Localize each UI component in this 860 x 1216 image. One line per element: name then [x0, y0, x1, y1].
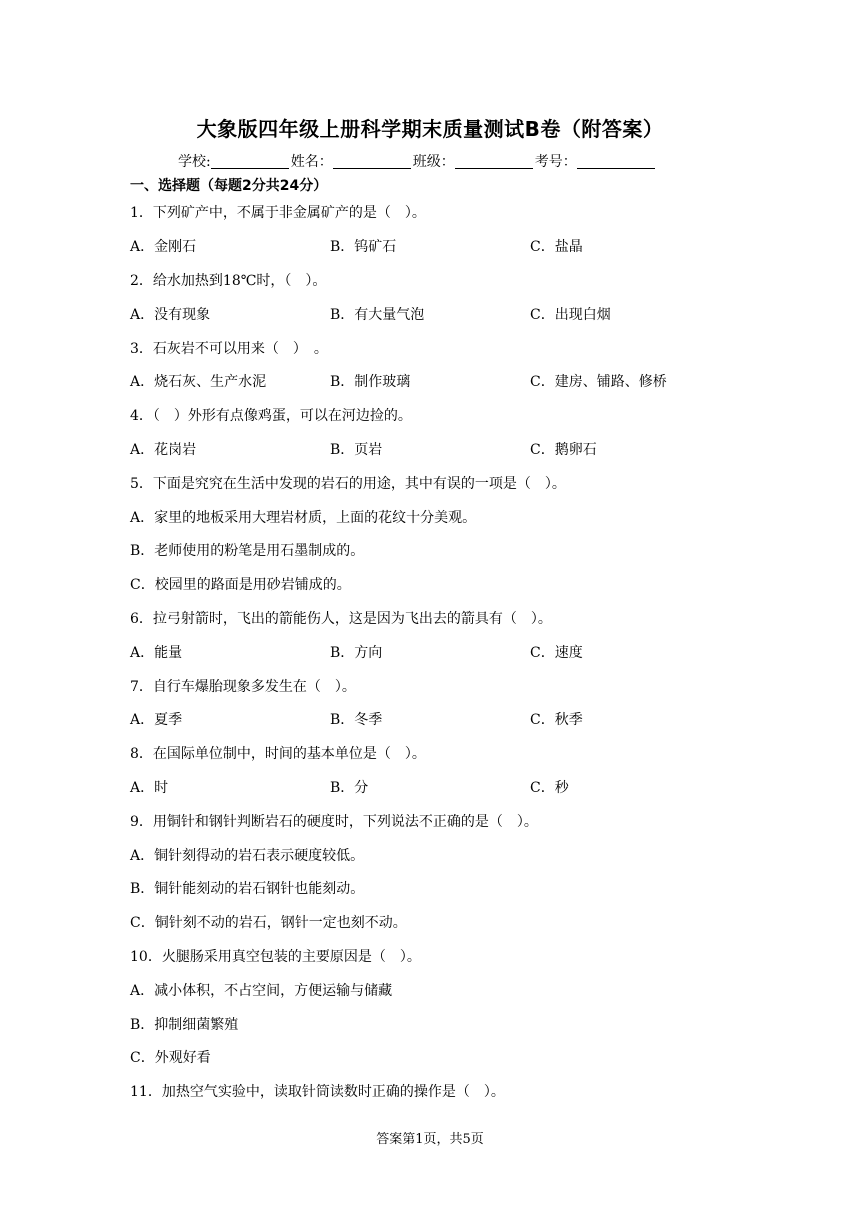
option-c: C．鹅卵石	[530, 442, 597, 458]
option-b: B．方向	[330, 645, 383, 661]
option-a: A．铜针刻得动的岩石表示硬度较低。	[130, 848, 365, 864]
option-b: B．老师使用的粉笔是用石墨制成的。	[130, 543, 365, 559]
option-a: A．减小体积，不占空间，方便运输与储藏	[130, 983, 393, 999]
option-a: A．金刚石	[130, 239, 197, 255]
name-label: 姓名：	[290, 154, 333, 170]
option-c: C．盐晶	[530, 239, 583, 255]
page-title: 大象版四年级上册科学期末质量测试B卷（附答案）	[196, 117, 664, 141]
option-b: B．冬季	[330, 712, 383, 728]
question-stem: 6．拉弓射箭时，飞出的箭能伤人，这是因为飞出去的箭具有（ ）。	[130, 611, 552, 627]
option-a: A．能量	[130, 645, 183, 661]
number-blank[interactable]	[577, 154, 655, 169]
option-b: B．有大量气泡	[330, 307, 425, 323]
option-a: A．家里的地板采用大理岩材质，上面的花纹十分美观。	[130, 510, 477, 526]
class-label: 班级：	[412, 154, 455, 170]
option-b: B．页岩	[330, 442, 383, 458]
option-b: B．钨矿石	[330, 239, 397, 255]
option-c: C．铜针刻不动的岩石，钢针一定也刻不动。	[130, 915, 407, 931]
question-stem: 10．火腿肠采用真空包装的主要原因是（ ）。	[130, 949, 421, 965]
option-c: C．秋季	[530, 712, 583, 728]
name-blank[interactable]	[333, 154, 411, 169]
number-label: 考号：	[534, 154, 577, 170]
question-stem: 5．下面是究究在生活中发现的岩石的用途，其中有误的一项是（ ）。	[130, 476, 566, 492]
question-stem: 8．在国际单位制中，时间的基本单位是（ ）。	[130, 746, 426, 762]
option-a: A．夏季	[130, 712, 183, 728]
option-b: B．抑制细菌繁殖	[130, 1017, 239, 1033]
option-c: C．外观好看	[130, 1050, 211, 1066]
school-label: 学校:	[178, 154, 211, 170]
question-stem: 1．下列矿产中，不属于非金属矿产的是（ ）。	[130, 205, 426, 221]
option-c: C．建房、铺路、修桥	[530, 374, 667, 390]
option-c: C．出现白烟	[530, 307, 611, 323]
option-a: A．没有现象	[130, 307, 211, 323]
question-stem: 4．（ ）外形有点像鸡蛋，可以在河边捡的。	[130, 408, 412, 424]
option-a: A．时	[130, 780, 169, 796]
option-c: C．校园里的路面是用砂岩铺成的。	[130, 577, 351, 593]
school-blank[interactable]	[211, 154, 289, 169]
question-stem: 3．石灰岩不可以用来（ ） 。	[130, 341, 328, 357]
class-blank[interactable]	[455, 154, 533, 169]
question-stem: 11．加热空气实验中，读取针筒读数时正确的操作是（ ）。	[130, 1084, 505, 1100]
option-a: A．花岗岩	[130, 442, 197, 458]
section-heading: 一、选择题（每题2分共24分）	[130, 178, 328, 194]
option-b: B．铜针能刻动的岩石钢针也能刻动。	[130, 881, 365, 897]
option-b: B．制作玻璃	[330, 374, 411, 390]
option-a: A．烧石灰、生产水泥	[130, 374, 267, 390]
option-c: C．秒	[530, 780, 569, 796]
question-stem: 2．给水加热到18℃时，（ ）。	[130, 273, 327, 289]
option-b: B．分	[330, 780, 369, 796]
student-info-line	[178, 151, 657, 171]
question-stem: 7．自行车爆胎现象多发生在（ ）。	[130, 679, 356, 695]
page-footer: 答案第1页，共5页	[376, 1132, 484, 1147]
option-c: C．速度	[530, 645, 583, 661]
question-stem: 9．用铜针和钢针判断岩石的硬度时，下列说法不正确的是（ ）。	[130, 814, 538, 830]
